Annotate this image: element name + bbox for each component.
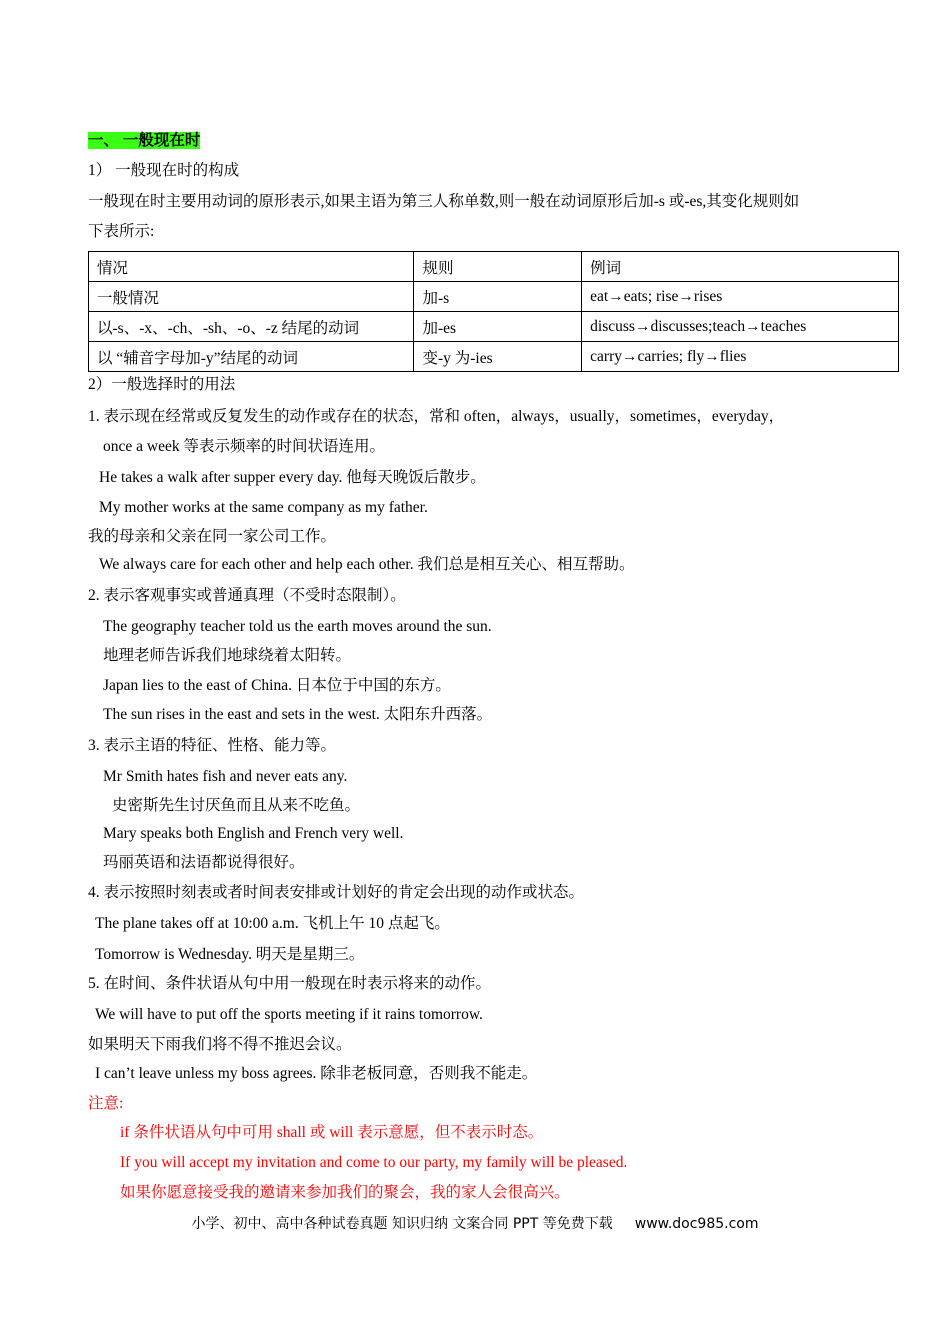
note-line: if 条件状语从句中可用 shall 或 will 表示意愿，但不表示时态。 xyxy=(120,1124,544,1141)
note-line: If you will accept my invitation and come to our party, my family will be pleased. xyxy=(120,1154,628,1171)
section-title xyxy=(88,131,200,151)
usage-2: 2. 表示客观事实或普通真理（不受时态限制）。 xyxy=(88,587,406,604)
example-sentence: He takes a walk after supper every day. 他每天晚饭后散步。 xyxy=(99,469,486,486)
table-cell: 一般情况 xyxy=(89,282,414,312)
table-header-cell: 例词 xyxy=(582,252,899,282)
table-row xyxy=(89,342,899,372)
section-title-text: 一、 一般现在时 xyxy=(88,132,201,149)
footer-text: 小学、初中、高中各种试卷真题 知识归纳 文案合同 PPT 等免费下载 xyxy=(191,1216,613,1232)
usage-3: 3. 表示主语的特征、性格、能力等。 xyxy=(88,737,337,754)
example-translation: 玛丽英语和法语都说得很好。 xyxy=(103,854,305,871)
example-sentence: We always care for each other and help each other. 我们总是相互关心、相互帮助。 xyxy=(99,556,635,573)
table-row xyxy=(89,312,899,342)
intro-line-1: 一般现在时主要用动词的原形表示,如果主语为第三人称单数,则一般在动词原形后加-s 或-es,其变化规则如 xyxy=(88,193,800,210)
example-translation: 我的母亲和父亲在同一家公司工作。 xyxy=(88,528,337,545)
example-translation: 如果明天下雨我们将不得不推迟会议。 xyxy=(88,1036,352,1053)
table-cell: eat→eats; rise→rises xyxy=(582,282,899,312)
table-cell: 变-y 为-ies xyxy=(414,342,582,372)
page-footer xyxy=(0,1213,950,1233)
table-header-cell: 规则 xyxy=(414,252,582,282)
example-sentence: The plane takes off at 10:00 a.m. 飞机上午 10 点起飞。 xyxy=(95,915,450,932)
example-sentence: Mr Smith hates fish and never eats any. xyxy=(103,768,348,785)
usage-1-line-1: 1. 表示现在经常或反复发生的动作或存在的状态，常和 often，always，usually，sometimes，everyday， xyxy=(88,408,785,425)
footer-site-link[interactable]: www.doc985.com xyxy=(634,1216,759,1232)
example-translation: 史密斯先生讨厌鱼而且从来不吃鱼。 xyxy=(112,797,361,814)
table-cell: carry→carries; fly→flies xyxy=(582,342,899,372)
example-sentence: Tomorrow is Wednesday. 明天是星期三。 xyxy=(95,946,365,963)
example-sentence: My mother works at the same company as my father. xyxy=(99,499,428,516)
verb-rules-table xyxy=(88,251,899,372)
table-cell: 以-s、-x、-ch、-sh、-o、-z 结尾的动词 xyxy=(89,312,414,342)
table-cell: 以 “辅音字母加-y”结尾的动词 xyxy=(89,342,414,372)
table-cell: 加-es xyxy=(414,312,582,342)
usage-1-line-2: once a week 等表示频率的时间状语连用。 xyxy=(103,438,385,455)
table-header-row xyxy=(89,252,899,282)
table-cell: discuss→discusses;teach→teaches xyxy=(582,312,899,342)
note-line: 如果你愿意接受我的邀请来参加我们的聚会，我的家人会很高兴。 xyxy=(120,1184,570,1201)
table-cell: 加-s xyxy=(414,282,582,312)
subsection-1-title: 1） 一般现在时的构成 xyxy=(88,162,240,179)
example-sentence: I can’t leave unless my boss agrees. 除非老板同意，否则我不能走。 xyxy=(95,1065,538,1082)
table-header-cell: 情况 xyxy=(89,252,414,282)
usage-5: 5. 在时间、条件状语从句中用一般现在时表示将来的动作。 xyxy=(88,975,492,992)
example-sentence: Mary speaks both English and French very well. xyxy=(103,825,404,842)
note-label: 注意: xyxy=(88,1095,124,1112)
example-sentence: The geography teacher told us the earth moves around the sun. xyxy=(103,618,492,635)
subsection-2-title: 2）一般选择时的用法 xyxy=(88,376,236,393)
example-sentence: The sun rises in the east and sets in the west. 太阳东升西落。 xyxy=(103,706,493,723)
usage-4: 4. 表示按照时刻表或者时间表安排或计划好的肯定会出现的动作或状态。 xyxy=(88,884,585,901)
table-row xyxy=(89,282,899,312)
example-sentence: We will have to put off the sports meeting if it rains tomorrow. xyxy=(95,1006,483,1023)
intro-line-2: 下表所示: xyxy=(88,223,155,240)
example-sentence: Japan lies to the east of China. 日本位于中国的东方。 xyxy=(103,677,451,694)
example-translation: 地理老师告诉我们地球绕着太阳转。 xyxy=(103,647,352,664)
